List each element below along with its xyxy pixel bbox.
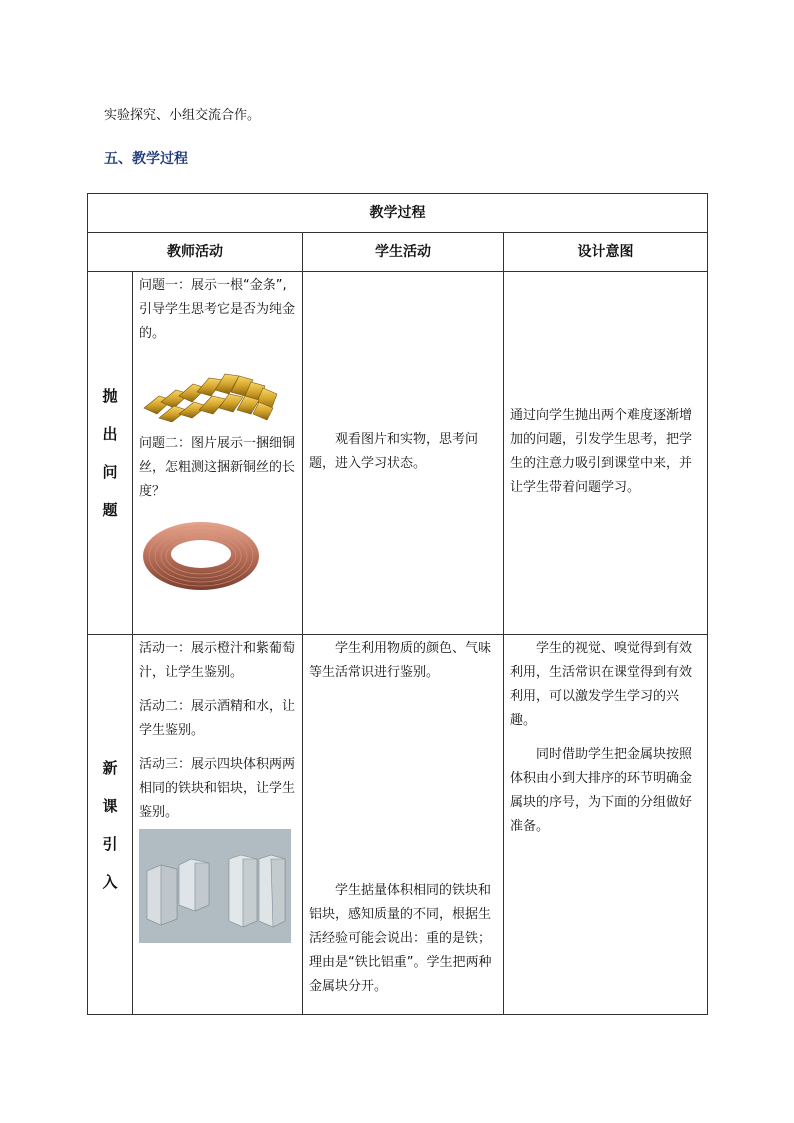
design-intent-text: 通过向学生抛出两个难度逐渐增加的问题，引发学生思考，把学生的注意力吸引到课堂中来，并让学生带着问题学习。 — [510, 408, 693, 495]
section-label-raise-questions: 抛 出 问 题 — [88, 272, 133, 635]
design-intent-cell — [504, 272, 708, 635]
activity-two: 活动二：展示酒精和水，让学生鉴别。 — [139, 699, 296, 738]
student-activity-cell — [303, 635, 504, 1015]
metal-blocks-image — [139, 829, 291, 943]
design-intent-text-one: 学生的视觉、嗅觉得到有效利用，生活常识在课堂得到有效利用，可以激发学生学习的兴趣。 — [510, 641, 693, 728]
gold-bars-image — [139, 356, 289, 422]
table-row — [88, 635, 708, 1015]
activity-one: 活动一：展示橙汁和紫葡萄汁，让学生鉴别。 — [139, 641, 296, 680]
teacher-activity-cell — [133, 272, 303, 635]
question-two: 问题二：图片展示一捆细铜丝，怎粗测这捆新铜丝的长度？ — [139, 436, 296, 499]
design-intent-cell — [504, 635, 708, 1015]
student-activity-text-one: 学生利用物质的颜色、气味等生活常识进行鉴别。 — [309, 641, 492, 680]
question-one: 问题一：展示一根“金条”,引导学生思考它是否为纯金的。 — [139, 278, 296, 341]
copper-wire-coil-image — [139, 514, 263, 594]
table-row — [88, 272, 708, 635]
header-student: 学生活动 — [303, 233, 504, 272]
teaching-process-table — [87, 193, 708, 1015]
header-teacher: 教师活动 — [88, 233, 303, 272]
section-heading: 五、教学过程 — [104, 151, 188, 167]
student-activity-text-two: 学生掂量体积相同的铁块和铝块，感知质量的不同，根据生活经验可能会说出：重的是铁；理由是“铁比铝重”。学生把两种金属块分开。 — [309, 883, 492, 994]
student-activity-cell — [303, 272, 504, 635]
design-intent-text-two: 同时借助学生把金属块按照体积由小到大排序的环节明确金属块的序号，为下面的分组做好准备。 — [510, 747, 693, 834]
header-intent: 设计意图 — [504, 233, 708, 272]
teacher-activity-cell — [133, 635, 303, 1015]
intro-line: 实验探究、小组交流合作。 — [104, 108, 261, 123]
table-title: 教学过程 — [88, 194, 708, 233]
student-activity-text: 观看图片和实物，思考问题，进入学习状态。 — [309, 432, 479, 471]
section-label-new-lesson: 新 课 引 入 — [88, 635, 133, 1015]
activity-three: 活动三：展示四块体积两两相同的铁块和铝块，让学生鉴别。 — [139, 757, 296, 820]
